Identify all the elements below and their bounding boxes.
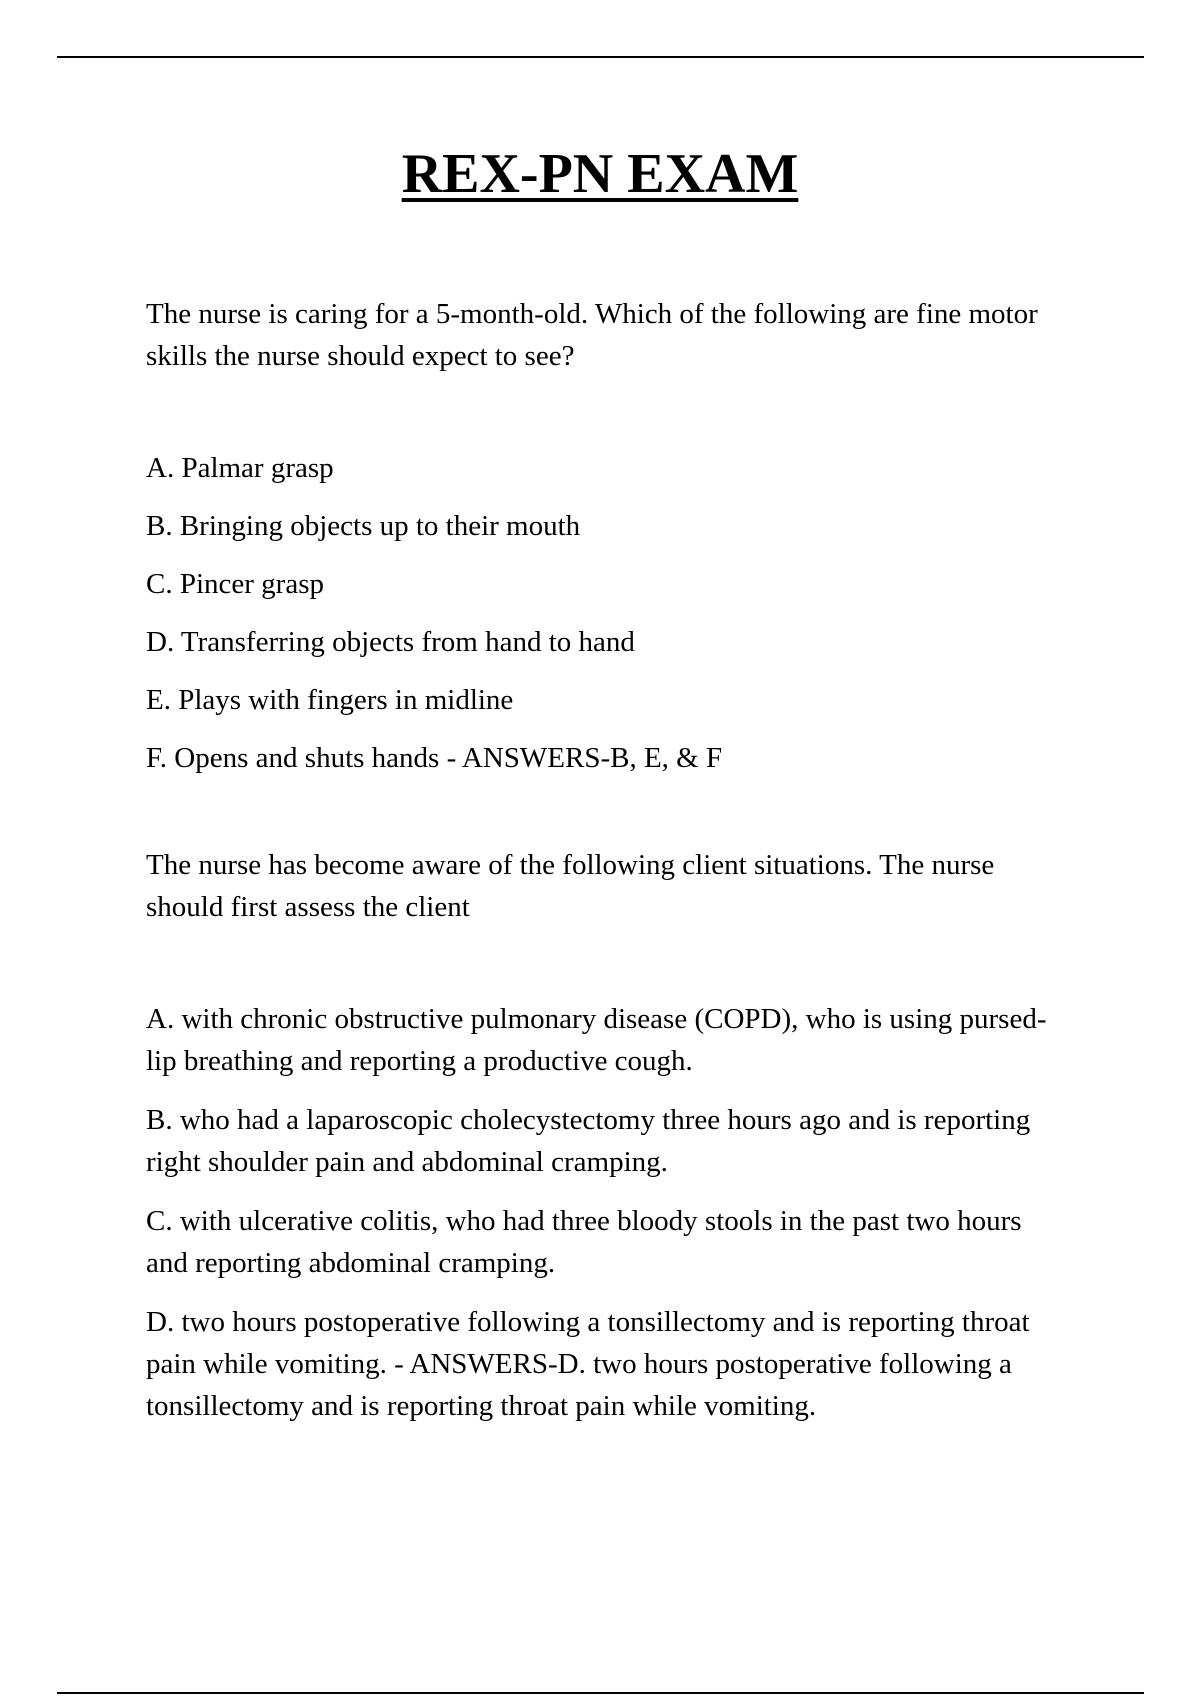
option-item: C. Pincer grasp bbox=[146, 568, 324, 600]
option-item-with-answer: F. Opens and shuts hands - ANSWERS-B, E, & F bbox=[146, 742, 723, 774]
option-item-with-answer: D. two hours postoperative following a tonsillectomy and is reporting throat pain while vomiting. - ANSWERS-D. two hours postoperative following a tonsillectomy and is reporting throat pain while vomiting. bbox=[146, 1306, 1030, 1422]
question-2-options bbox=[146, 998, 1066, 1427]
top-divider bbox=[57, 56, 1144, 58]
page-title-text: REX-PN EXAM bbox=[401, 143, 799, 205]
question-1-options bbox=[146, 447, 1066, 779]
option-item: E. Plays with fingers in midline bbox=[146, 684, 514, 716]
option-item: D. Transferring objects from hand to hand bbox=[146, 626, 635, 658]
option-item: A. with chronic obstructive pulmonary disease (COPD), who is using pursed-lip breathing and reporting a productive cough. bbox=[146, 1003, 1047, 1077]
bottom-divider bbox=[57, 1692, 1144, 1694]
question-1-text: The nurse is caring for a 5-month-old. Which of the following are fine motor skills the nurse should expect to see? bbox=[146, 298, 1038, 372]
exam-content bbox=[146, 293, 1066, 1444]
question-2-text: The nurse has become aware of the following client situations. The nurse should first assess the client bbox=[146, 849, 995, 923]
option-item: A. Palmar grasp bbox=[146, 452, 334, 484]
page-title bbox=[0, 142, 1200, 206]
option-item: B. Bringing objects up to their mouth bbox=[146, 510, 581, 542]
option-item: B. who had a laparoscopic cholecystectomy three hours ago and is reporting right shoulder pain and abdominal cramping. bbox=[146, 1104, 1031, 1178]
option-item: C. with ulcerative colitis, who had three bloody stools in the past two hours and reporting abdominal cramping. bbox=[146, 1205, 1022, 1279]
question-block-2 bbox=[146, 844, 1066, 1427]
question-block-1 bbox=[146, 293, 1066, 779]
